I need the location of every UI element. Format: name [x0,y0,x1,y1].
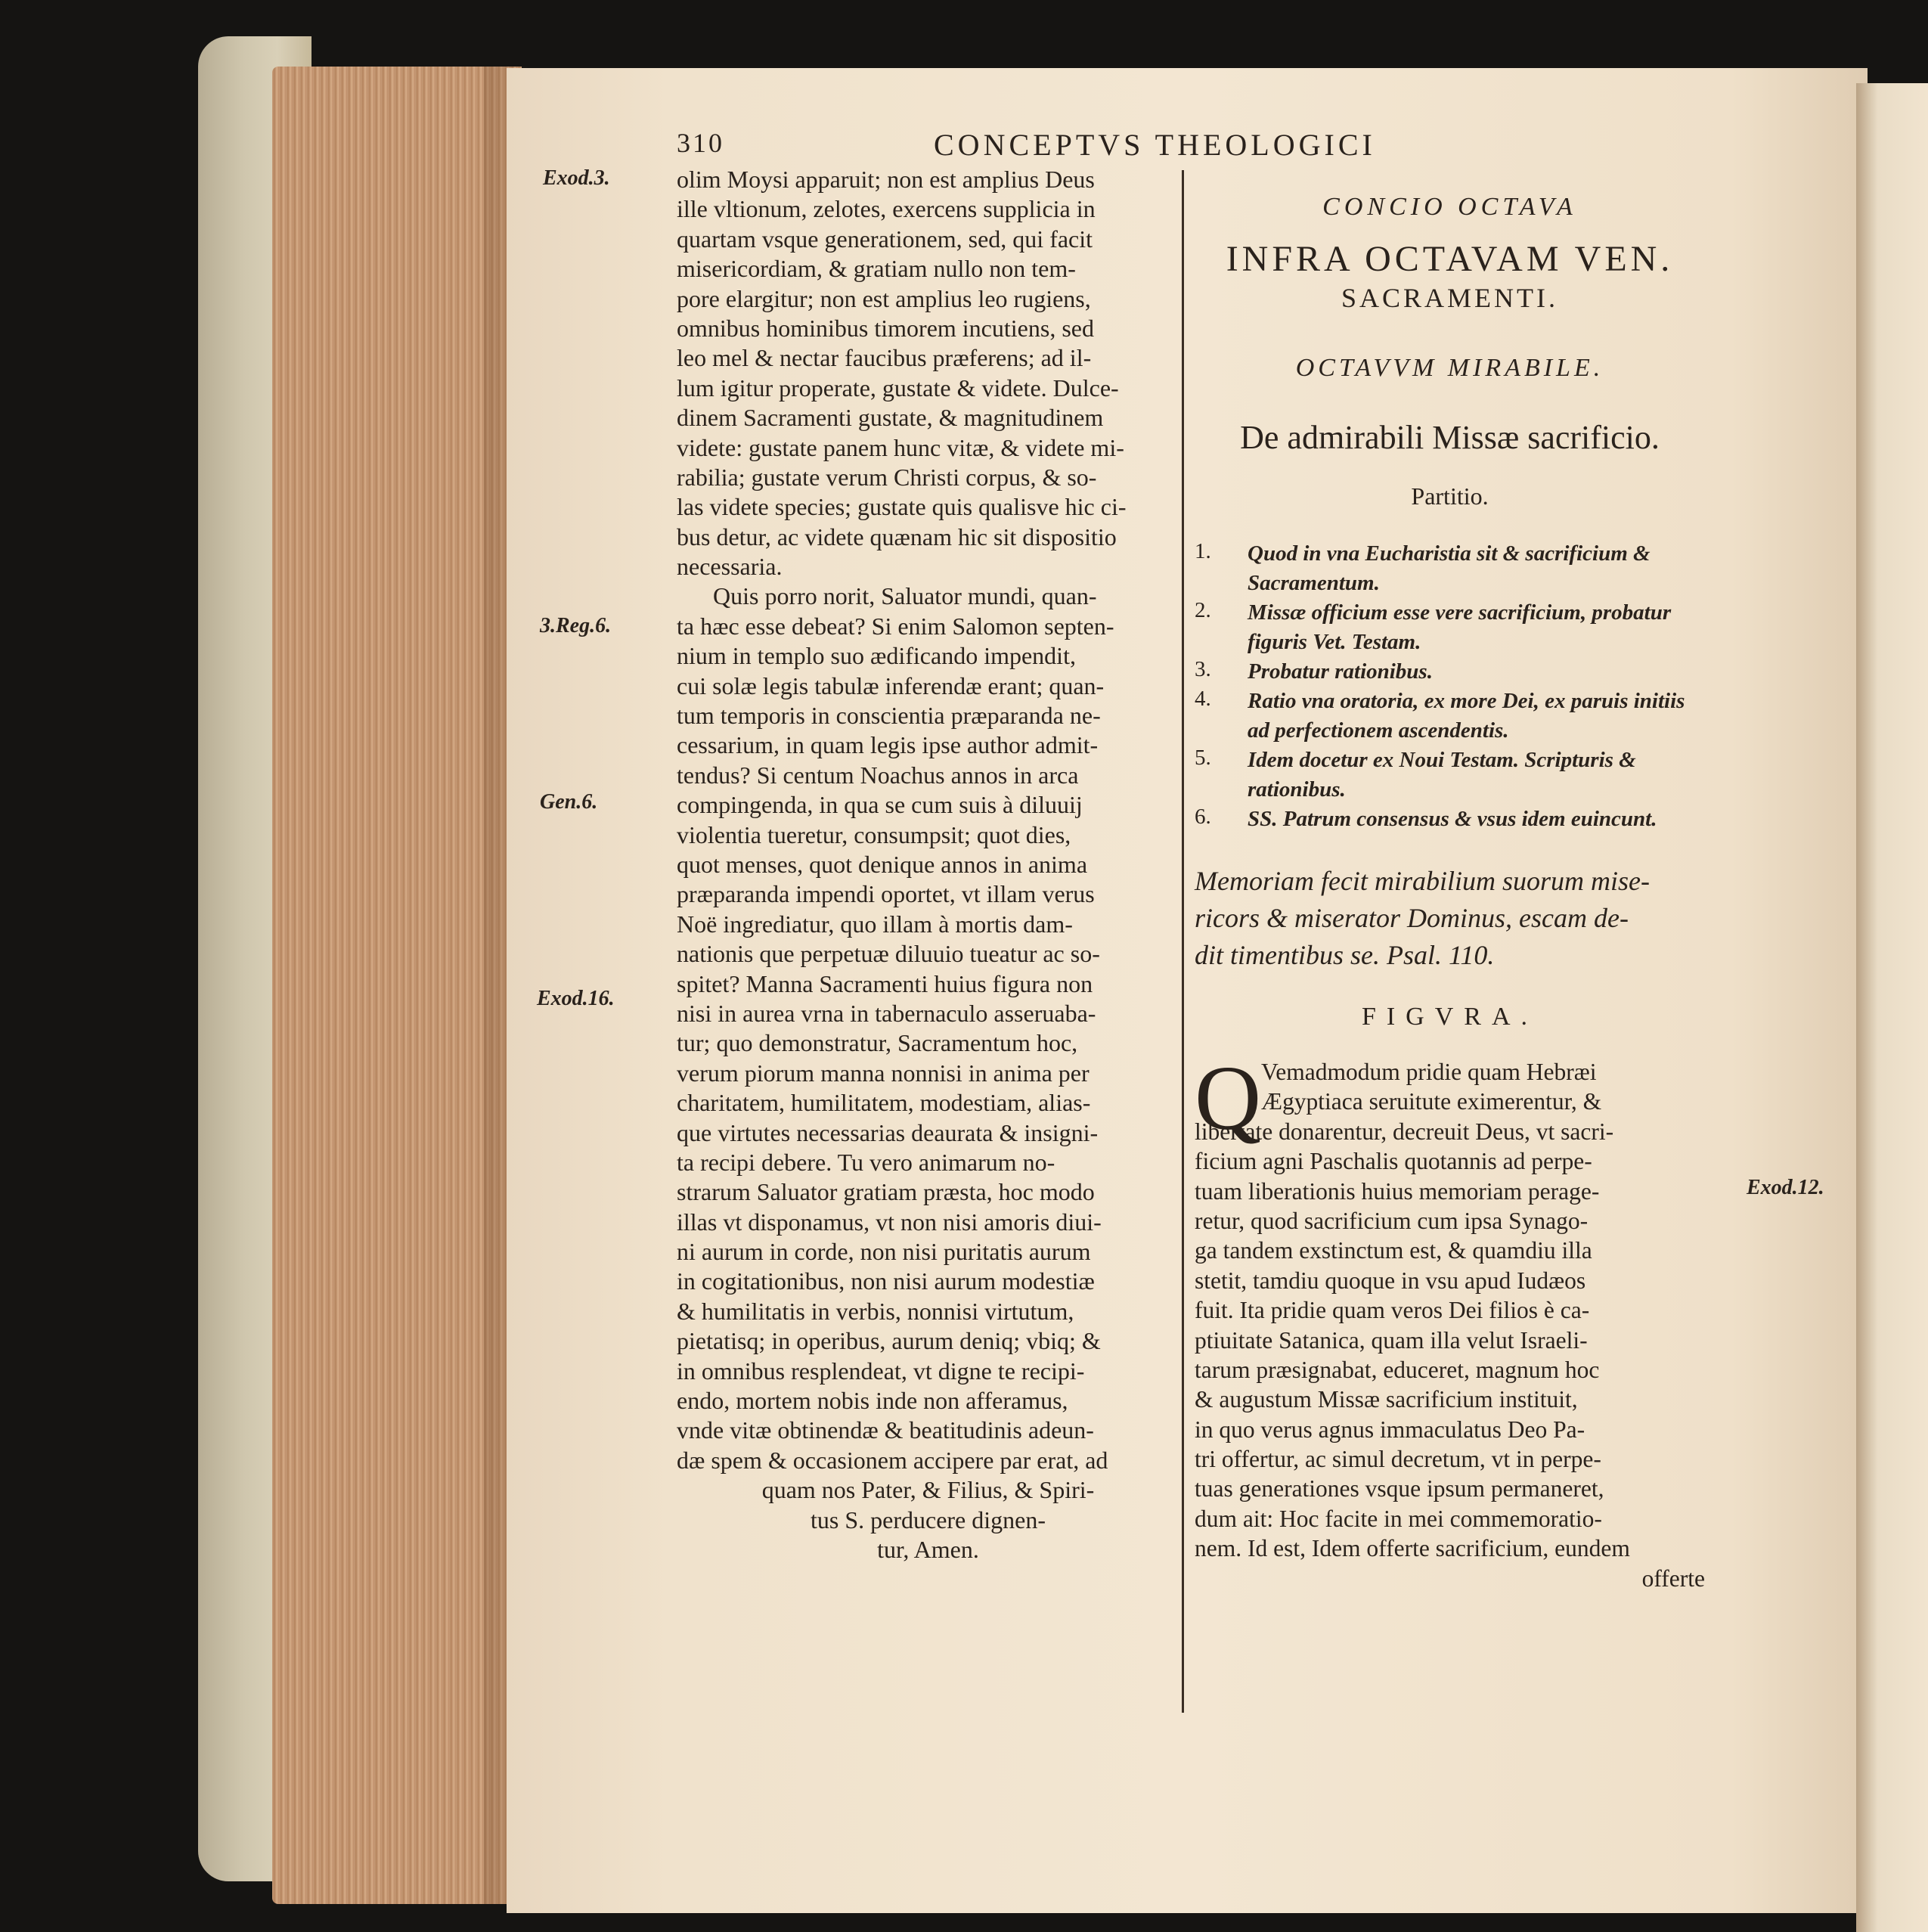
text-line: Quis porro norit, Saluator mundi, quan- [713,582,1097,610]
text-line: tuas generationes vsque ipsum permaneret, [1195,1475,1604,1502]
text-line: tur; quo demonstratur, Sacramentum hoc, [677,1029,1078,1057]
text-line: bus detur, ac videte quænam hic sit dispositio [677,523,1117,550]
text-line: ficium agni Paschalis quotannis ad perpe- [1195,1148,1592,1175]
running-title: CONCEPTVS THEOLOGICI [934,128,1376,162]
partitio-text: SS. Patrum consensus & vsus idem euincunt. [1248,807,1657,831]
text-line: tarum præsignabat, educeret, magnum hoc [1195,1356,1600,1383]
text-line: nationis que perpetuæ diluuio tueatur ac so- [677,940,1100,968]
partitio-item [1195,598,1705,657]
partitio-number: 2. [1195,598,1211,622]
text-line: Vemadmodum pridie quam Hebræi [1261,1059,1597,1085]
sermon-title: INFRA OCTAVAM VEN. [1226,239,1674,279]
motto-line: Memoriam fecit mirabilium suorum mise- [1195,866,1650,896]
text-line: cui solæ legis tabulæ inferendæ erant; quan- [677,671,1105,699]
text-line: tri offertur, ac simul decretum, vt in perpe- [1195,1446,1601,1473]
right-body-text [1195,1047,1705,1593]
margin-note-right: Exod.12. [1747,1176,1824,1199]
text-line: ni aurum in corde, non nisi puritatis aurum [677,1238,1091,1266]
text-line: ptiuitate Satanica, quam illa velut Israeli- [1195,1326,1588,1354]
facing-page-edge [1856,83,1928,1932]
partitio-item [1195,657,1705,687]
text-line: tum temporis in conscientia præparanda ne- [677,702,1101,730]
text-line: præparanda impendi oportet, vt illam verus [677,880,1095,908]
partitio-text: Missæ officium esse vere sacrificium, probatur figuris Vet. Testam. [1248,600,1672,654]
text-line: charitatem, humilitatem, modestiam, alias- [677,1089,1091,1117]
text-line: compingenda, in qua se cum suis à diluuij [677,791,1083,819]
text-line: in cogitationibus, non nisi aurum modestiæ [677,1267,1095,1295]
text-line: ga tandem exstinctum est, & quamdiu illa [1195,1237,1592,1264]
column-rule [1182,170,1184,1713]
margin-note: Gen.6. [540,790,598,814]
text-line: Ægyptiaca seruitute eximerentur, & [1261,1088,1602,1115]
text-line: spitet? Manna Sacramenti huius figura non [677,969,1093,997]
text-line: olim Moysi apparuit; non est amplius Deus [677,166,1095,193]
subject-heading: De admirabili Missæ sacrificio. [1240,419,1660,456]
text-line: illas vt disponamus, vt non nisi amoris diui- [677,1208,1102,1236]
text-line: ta hæc esse debeat? Si enim Salomon septen- [677,612,1114,640]
partitio-number: 5. [1195,746,1211,770]
text-line: misericordiam, & gratiam nullo non tem- [677,255,1076,283]
miracle-heading: OCTAVVM MIRABILE. [1295,354,1604,382]
text-line: tendus? Si centum Noachus annos in arca [677,761,1079,789]
partitio-item [1195,805,1705,834]
margin-note: Exod.3. [543,166,610,190]
partitio-label: Partitio. [1411,482,1489,510]
catchword: offerte [1641,1565,1705,1592]
text-line: necessaria. [677,553,783,581]
text-line: videte: gustate panem hunc vitæ, & videte mi- [677,433,1124,461]
partitio-text: Quod in vna Eucharistia sit & sacrificium & Sacramentum. [1248,541,1651,595]
partitio-text: Probatur rationibus. [1248,659,1433,684]
motto-line: dit timentibus se. Psal. 110. [1195,940,1495,970]
text-line: in omnibus resplendeat, vt digne te recipi- [677,1357,1085,1385]
partitio-number: 6. [1195,805,1211,829]
page-number: 310 [677,128,724,158]
partitio-number: 1. [1195,539,1211,563]
text-line: retur, quod sacrificium cum ipsa Synago- [1195,1207,1589,1234]
text-line: violentia tueretur, consumpsit; quot dies, [677,820,1071,848]
right-column [1195,193,1705,1593]
text-line-closing: tur, Amen. [877,1535,979,1563]
text-line: lum igitur properate, gustate & videte. Dulce- [677,374,1119,402]
text-line: Noë ingrediatur, quo illam à mortis dam- [677,910,1073,938]
text-line: omnibus hominibus timorem incutiens, sed [677,314,1094,342]
text-line: ille vltionum, zelotes, exercens supplicia in [677,195,1096,223]
text-line: nisi in aurea vrna in tabernaculo asseruaba- [677,999,1096,1027]
partitio-item [1195,687,1705,746]
text-line: pore elargitur; non est amplius leo rugiens, [677,284,1091,312]
text-line: & augustum Missæ sacrificium instituit, [1195,1386,1578,1413]
text-line: dæ spem & occasionem accipere par erat, ad [677,1446,1108,1474]
scripture-motto [1195,863,1705,974]
text-line: cessarium, in quam legis ipse author admit- [677,731,1099,759]
partitio-item [1195,746,1705,805]
text-line: ta recipi debere. Tu vero animarum no- [677,1148,1055,1176]
margin-note: 3.Reg.6. [540,614,612,637]
motto-line: ricors & miserator Dominus, escam de- [1195,903,1629,933]
text-line: fuit. Ita pridie quam veros Dei filios è ca- [1195,1297,1590,1324]
text-line: strarum Saluator gratiam præsta, hoc modo [677,1178,1095,1206]
text-line: vnde vitæ obtinendæ & beatitudinis adeun- [677,1416,1094,1444]
text-line: nium in templo suo ædificando impendit, [677,642,1076,670]
text-line: & humilitatis in verbis, nonnisi virtutum, [677,1297,1074,1325]
partitio-text: Idem docetur ex Noui Testam. Scripturis & rationibus. [1248,748,1636,802]
text-line: dum ait: Hoc facite in mei commemoratio- [1195,1505,1602,1532]
text-line: rabilia; gustate verum Christi corpus, & so- [677,463,1097,491]
text-line: in quo verus agnus immaculatus Deo Pa- [1195,1416,1585,1443]
text-line: stetit, tamdiu quoque in vsu apud Iudæos [1195,1267,1586,1294]
sermon-title-cont: SACRAMENTI. [1341,283,1559,313]
text-line: las videte species; gustate quis qualisve hic ci- [677,493,1127,521]
text-line: que virtutes necessarias deaurata & insigni- [677,1118,1099,1146]
partitio-item [1195,539,1705,598]
text-line-closing: quam nos Pater, & Filius, & Spiri- [761,1476,1095,1504]
partitio-number: 4. [1195,687,1211,711]
text-line: pietatisq; in operibus, aurum deniq; vbiq; & [677,1327,1101,1355]
left-column-text [677,165,1179,1565]
margin-note: Exod.16. [537,987,615,1010]
text-line: dinem Sacramenti gustate, & magnitudinem [677,404,1104,432]
sermon-number: CONCIO OCTAVA [1322,193,1577,221]
text-line: verum piorum manna nonnisi in anima per [677,1059,1090,1087]
partitio-text: Ratio vna oratoria, ex more Dei, ex paruis initiis ad perfectionem ascendentis. [1248,689,1685,743]
text-line: quartam vsque generationem, sed, qui facit [677,225,1093,253]
text-line: tuam liberationis huius memoriam perage- [1195,1177,1600,1205]
text-line-closing: tus S. perducere dignen- [810,1506,1046,1534]
figura-heading: FIGVRA. [1361,1003,1539,1031]
text-line: leo mel & nectar faucibus præferens; ad il- [677,344,1092,372]
drop-cap: Q [1195,1047,1262,1149]
partitio-number: 3. [1195,657,1211,681]
text-line: nem. Id est, Idem offerte sacrificium, eundem [1195,1535,1630,1562]
text-line: quot menses, quot denique annos in anima [677,850,1088,878]
text-line: libertate donarentur, decreuit Deus, vt sacri- [1195,1118,1614,1145]
text-line: endo, mortem nobis inde non afferamus, [677,1387,1068,1415]
